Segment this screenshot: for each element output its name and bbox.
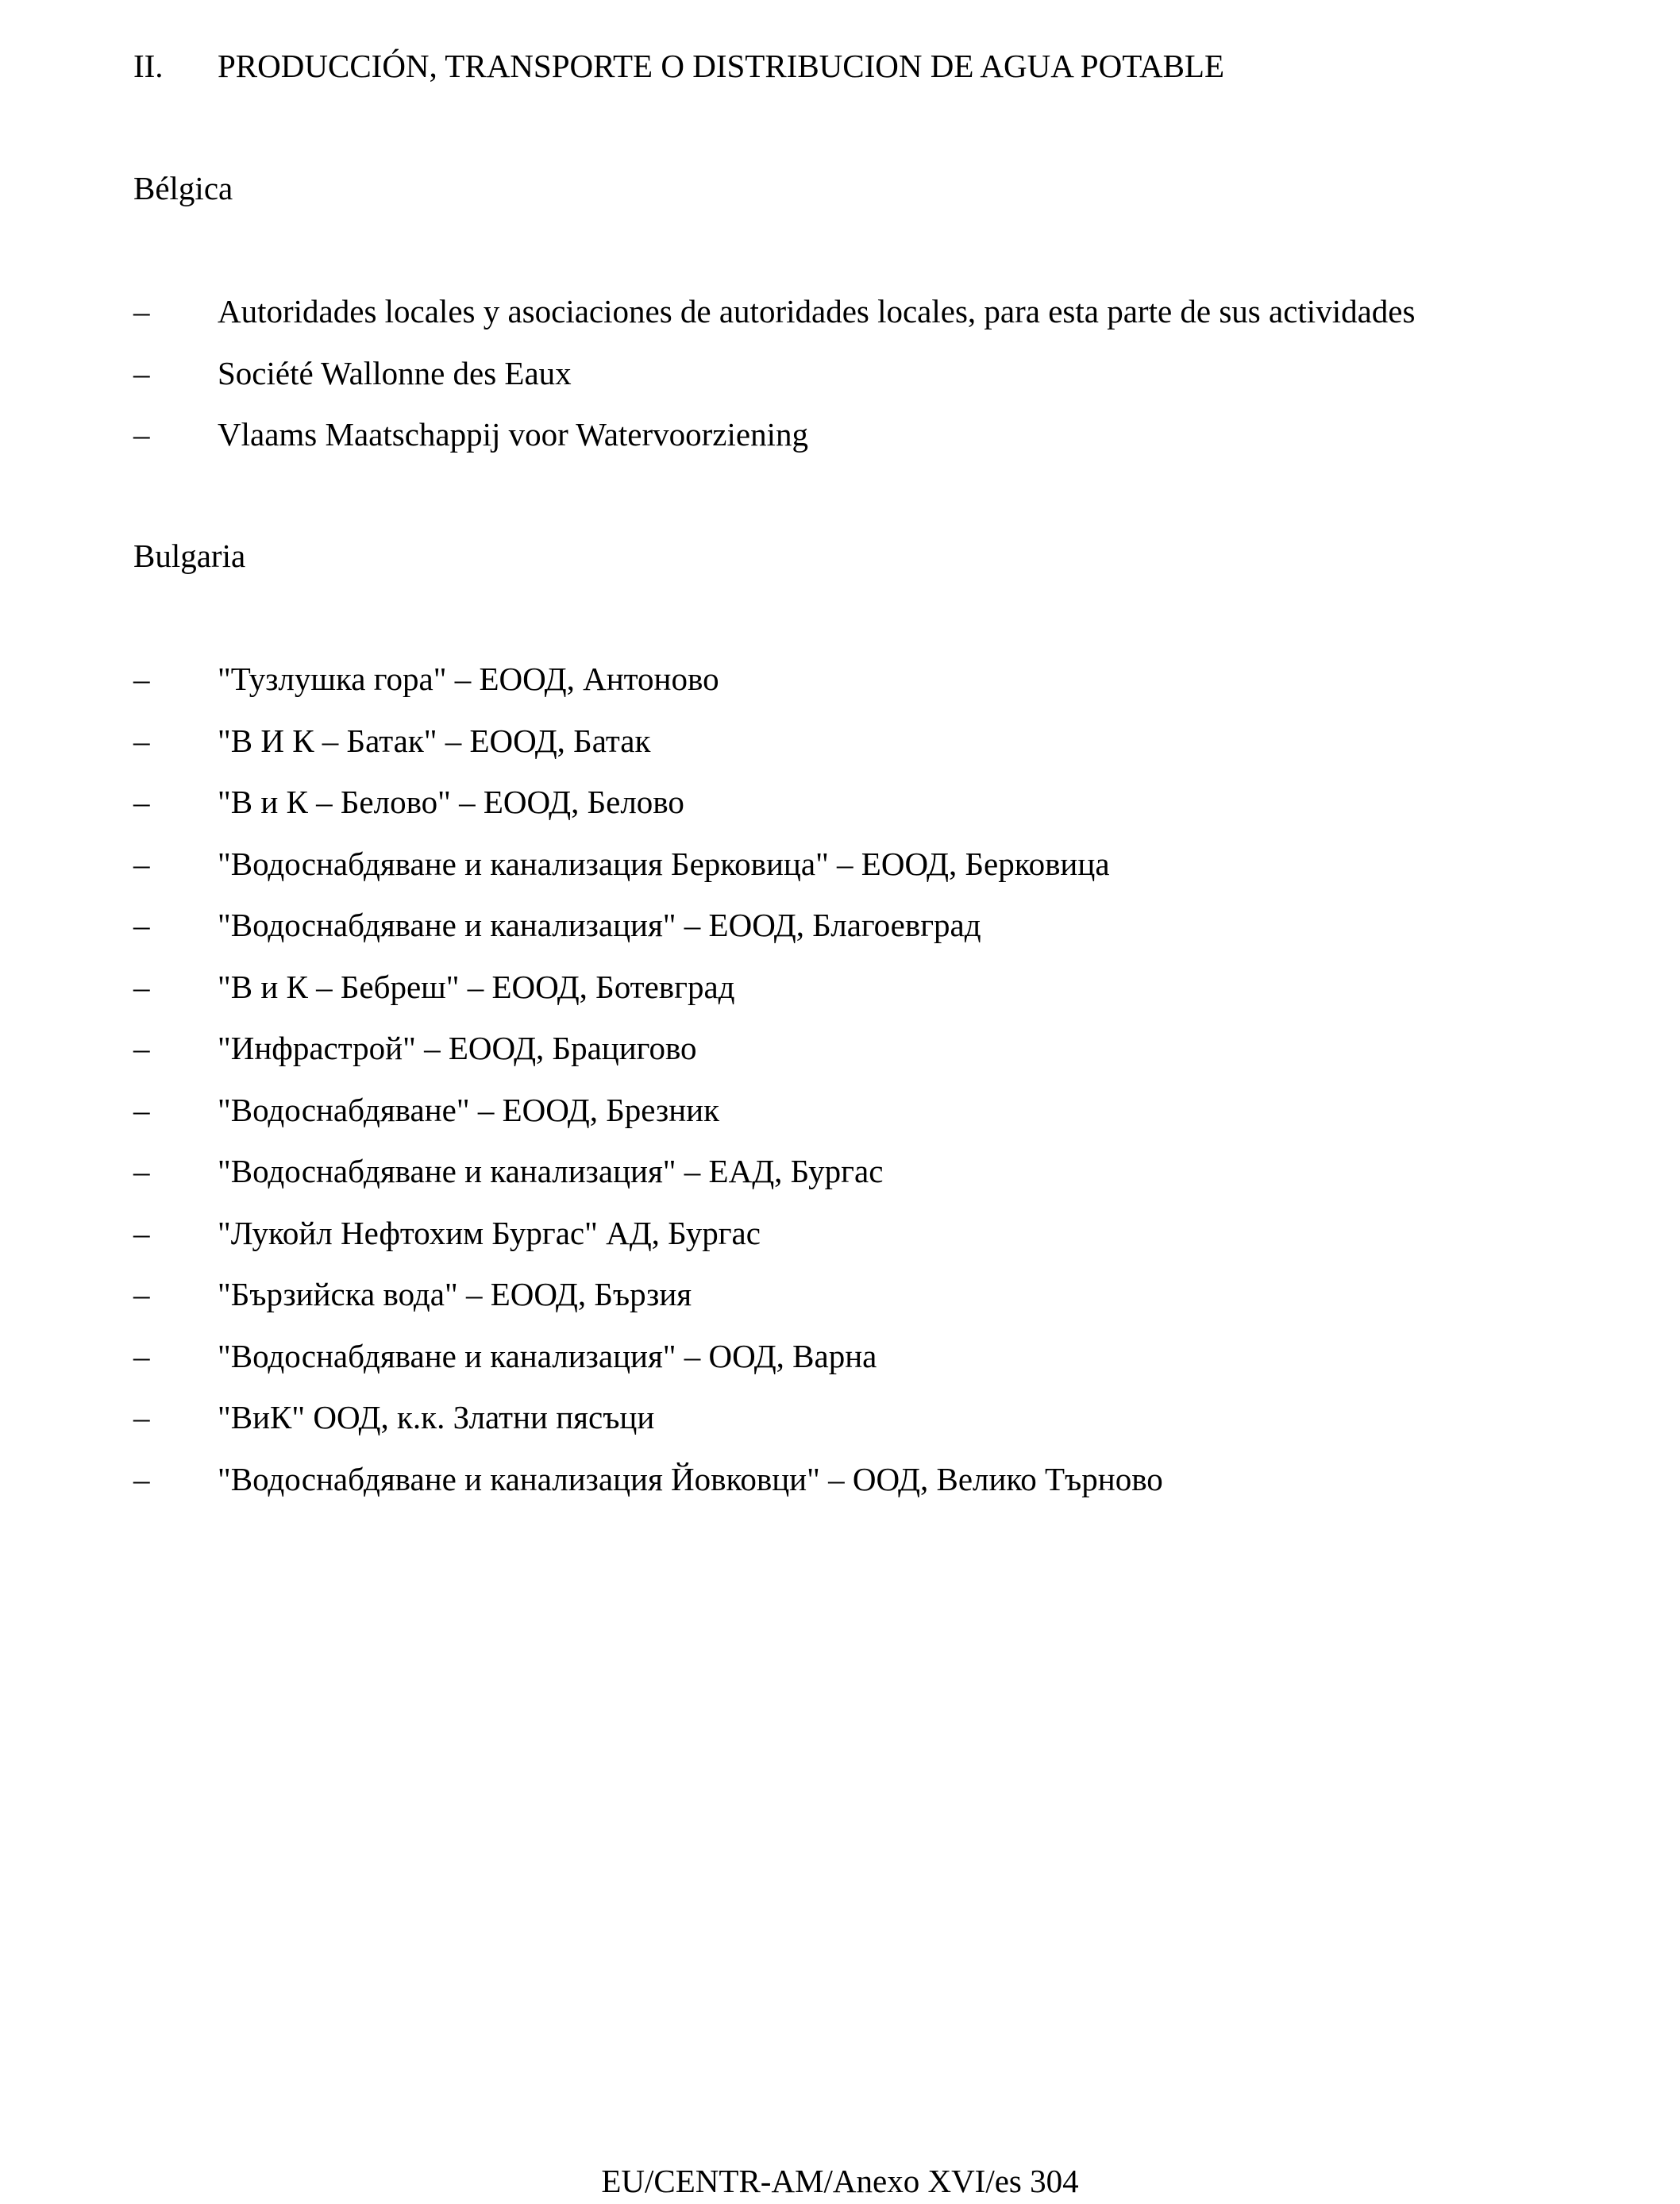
list-item <box>133 1203 1163 1265</box>
list-dash: – <box>133 1337 150 1374</box>
section-heading <box>133 43 1224 89</box>
entity-name: "В и К – Бебреш" – ЕООД, Ботевград <box>218 968 735 1005</box>
entity-list-bulgaria <box>133 649 1163 1510</box>
list-dash: – <box>133 1030 150 1066</box>
entity-name: "Водоснабдяване и канализация" – ЕООД, Благоевград <box>218 907 981 943</box>
list-dash: – <box>133 1091 150 1128</box>
list-dash: – <box>133 845 150 882</box>
list-item <box>133 404 1415 466</box>
list-dash: – <box>133 1399 150 1435</box>
entity-name: Société Wallonne des Eaux <box>218 354 572 391</box>
list-dash: – <box>133 784 150 820</box>
list-dash: – <box>133 1153 150 1189</box>
entity-name: Autoridades locales y asociaciones de autoridades locales, para esta parte de sus actividades <box>218 293 1416 329</box>
entity-name: "Водоснабдяване и канализация" – ЕАД, Бургас <box>218 1153 884 1189</box>
entity-name: "Лукойл Нефтохим Бургас" АД, Бургас <box>218 1214 761 1251</box>
list-item <box>133 1449 1163 1511</box>
list-item <box>133 834 1163 896</box>
list-dash: – <box>133 416 150 453</box>
list-dash: – <box>133 1460 150 1497</box>
entity-name: "Бързийска вода" – ЕООД, Бързия <box>218 1276 692 1312</box>
list-item <box>133 1018 1163 1080</box>
list-dash: – <box>133 661 150 697</box>
country-heading-bulgaria: Bulgaria <box>133 538 246 574</box>
list-dash: – <box>133 293 150 329</box>
entity-name: "В И К – Батак" – ЕООД, Батак <box>218 722 651 759</box>
list-item <box>133 895 1163 957</box>
section-number: II. <box>133 48 164 84</box>
entity-name: "Инфрастрой" – ЕООД, Брацигово <box>218 1030 697 1066</box>
list-item <box>133 343 1415 405</box>
list-item <box>133 1264 1163 1326</box>
entity-list-belgica <box>133 281 1415 466</box>
list-item <box>133 1326 1163 1388</box>
entity-name: "Водоснабдяване и канализация Берковица" – ЕООД, Берковица <box>218 845 1110 882</box>
list-dash: – <box>133 722 150 759</box>
list-item <box>133 711 1163 773</box>
entity-name: "Водоснабдяване и канализация" – ООД, Варна <box>218 1337 877 1374</box>
entity-name: "Водоснабдяване и канализация Йовковци" – ООД, Велико Търново <box>218 1460 1163 1497</box>
country-heading-belgica: Bélgica <box>133 170 233 206</box>
list-item <box>133 649 1163 711</box>
list-item <box>133 772 1163 834</box>
section-title: PRODUCCIÓN, TRANSPORTE O DISTRIBUCION DE AGUA POTABLE <box>218 48 1225 84</box>
list-item <box>133 281 1415 343</box>
list-dash: – <box>133 968 150 1005</box>
list-item <box>133 957 1163 1019</box>
list-dash: – <box>133 907 150 943</box>
list-item <box>133 1141 1163 1203</box>
list-dash: – <box>133 1276 150 1312</box>
page-footer: EU/CENTR-AM/Anexo XVI/es 304 <box>601 2163 1079 2199</box>
entity-name: "Тузлушка гора" – ЕООД, Антоново <box>218 661 719 697</box>
list-item <box>133 1080 1163 1142</box>
entity-name: "ВиК" ООД, к.к. Златни пясъци <box>218 1399 655 1435</box>
entity-name: Vlaams Maatschappij voor Watervoorziening <box>218 416 808 453</box>
list-dash: – <box>133 1214 150 1251</box>
entity-name: "В и К – Белово" – ЕООД, Белово <box>218 784 684 820</box>
list-dash: – <box>133 354 150 391</box>
list-item <box>133 1387 1163 1449</box>
entity-name: "Водоснабдяване" – ЕООД, Брезник <box>218 1091 719 1128</box>
